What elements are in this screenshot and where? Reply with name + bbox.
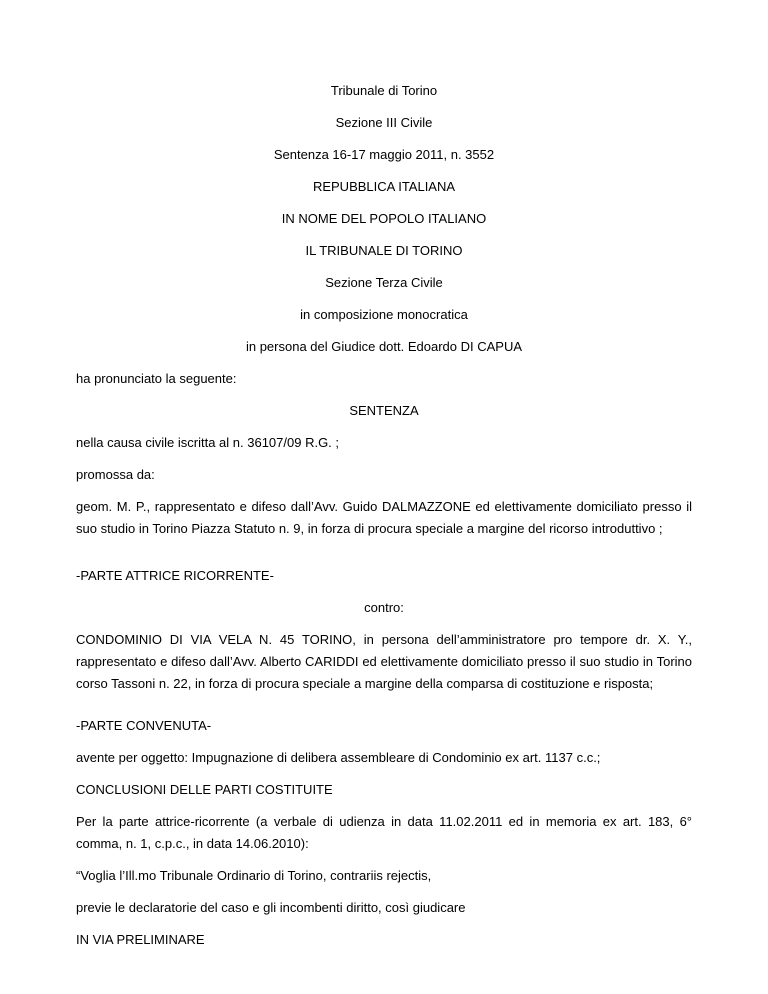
subject-line: avente per oggetto: Impugnazione di delibera assembleare di Condominio ex art. 1137 c.c.; [76, 750, 601, 765]
against-line: contro: [364, 600, 404, 615]
republic-heading: REPUBBLICA ITALIANA [312, 179, 456, 194]
plea-line: “Voglia l’Ill.mo Tribunale Ordinario di Torino, contrariis rejectis, [76, 868, 432, 883]
tribunal-heading: IL TRIBUNALE DI TORINO [305, 243, 463, 258]
court-section: Sezione III Civile [335, 115, 433, 130]
plaintiff-conclusions-paragraph: Per la parte attrice-ricorrente (a verbale di udienza in data 11.02.2011 ed in memoria ex art. 183, 6° comma, n. 1, c.p.c., in data 14.06.2010): [76, 814, 692, 851]
defendant-role: -PARTE CONVENUTA- [76, 718, 212, 733]
section-heading: Sezione Terza Civile [325, 275, 443, 290]
in-name-heading: IN NOME DEL POPOLO ITALIANO [281, 211, 487, 226]
previe-line: previe le declaratorie del caso e gli incombenti diritto, così giudicare [76, 900, 466, 915]
plaintiff-paragraph: geom. M. P., rappresentato e difeso dall’Avv. Guido DALMAZZONE ed elettivamente domiciliato presso il suo studio in Torino Piazza Statuto n. 9, in forza di procura speciale a margine del ricorso introduttivo ; [76, 499, 692, 536]
plaintiff-role: -PARTE ATTRICE RICORRENTE- [76, 568, 274, 583]
pronounced-line: ha pronunciato la seguente: [76, 371, 237, 386]
promoted-by-line: promossa da: [76, 467, 155, 482]
judge-line: in persona del Giudice dott. Edoardo DI CAPUA [245, 339, 523, 354]
sentenza-heading: SENTENZA [349, 403, 419, 418]
composition-line: in composizione monocratica [300, 307, 468, 322]
conclusions-heading: CONCLUSIONI DELLE PARTI COSTITUITE [76, 782, 333, 797]
ruling-reference: Sentenza 16-17 maggio 2011, n. 3552 [273, 147, 495, 162]
case-number-line: nella causa civile iscritta al n. 36107/09 R.G. ; [76, 435, 340, 450]
preliminary-heading: IN VIA PRELIMINARE [76, 932, 205, 947]
defendant-paragraph: CONDOMINIO DI VIA VELA N. 45 TORINO, in persona dell’amministratore pro tempore dr. X. Y., rappresentato e difeso dall’Avv. Alberto CARIDDI ed elettivamente domiciliato presso il suo studio in Torino corso Tassoni n. 22, in forza di procura speciale a margine della comparsa di costituzione e risposta; [76, 632, 692, 691]
court-name: Tribunale di Torino [330, 83, 438, 98]
